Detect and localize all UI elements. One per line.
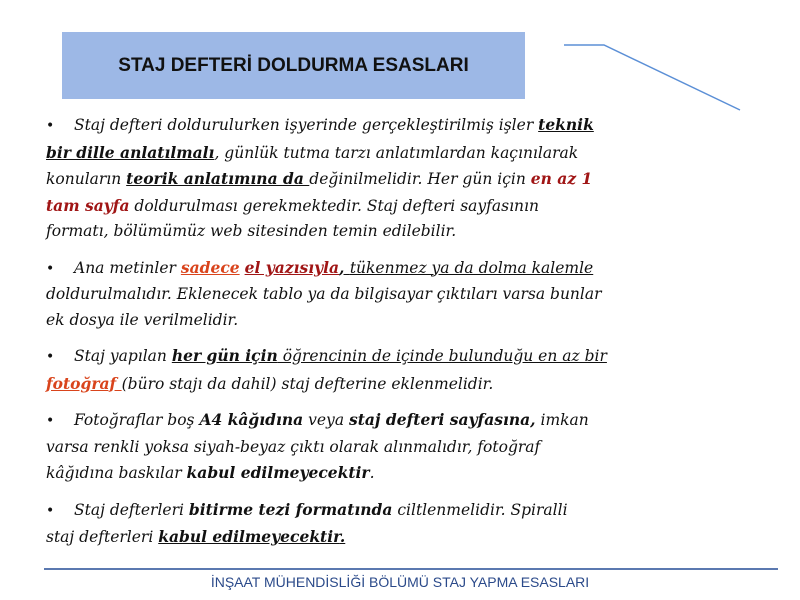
- rule-1-line-2: [46, 140, 656, 167]
- rule-3: [46, 343, 656, 397]
- rule-2-line-1: [46, 255, 656, 283]
- rule-1-line-3: [46, 166, 656, 193]
- text: Staj yapılan: [74, 347, 172, 365]
- emphasis: kabul edilmeyecektir: [186, 463, 370, 482]
- text: veya: [303, 411, 349, 429]
- emphasis: her gün için: [171, 346, 278, 365]
- emphasis: A4 kâğıdına: [199, 410, 304, 429]
- text: kâğıdına baskılar: [46, 464, 187, 482]
- rule-3-line-2: [46, 371, 656, 398]
- emphasis: teknik: [538, 115, 594, 134]
- footer-title: İNŞAAT MÜHENDİSLİĞİ BÖLÜMÜ STAJ YAPMA ESASLARI: [210, 574, 590, 590]
- emphasis-red: en az 1: [530, 169, 593, 188]
- text: Fotoğraflar boş: [74, 411, 200, 429]
- rule-5-line-2: [46, 524, 656, 551]
- page-title: STAJ DEFTERİ DOLDURMA ESASLARI: [118, 54, 469, 76]
- text: doldurulması gerekmektedir. Staj defteri sayfasının: [129, 196, 539, 215]
- emphasis-red: el yazısıyla: [244, 257, 340, 277]
- rule-1-line-4: [46, 193, 656, 220]
- emphasis: teorik anlatımına da: [126, 169, 310, 188]
- text: , günlük tutma tarzı anlatımlardan kaçınılarak: [214, 143, 579, 162]
- rule-2-line-2: doldurulmalıdır. Eklenecek tablo ya da bilgisayar çıktıları varsa bunlar: [46, 285, 602, 303]
- rule-5: [46, 497, 656, 551]
- bullet-3: •: [46, 349, 55, 365]
- rule-2: [46, 255, 656, 334]
- decorative-lines: [560, 40, 750, 115]
- text: .: [339, 527, 346, 546]
- rule-3-line-1: [46, 343, 656, 371]
- text: imkan: [535, 411, 589, 429]
- text: ,: [339, 257, 350, 277]
- rule-4-line-2: varsa renkli yoksa siyah-beyaz çıktı olarak alınmalıdır, fotoğraf: [46, 437, 541, 456]
- rule-2-line-3: ek dosya ile verilmelidir.: [46, 310, 239, 329]
- footer-divider: [44, 568, 778, 570]
- text: staj defterleri: [46, 528, 159, 546]
- title-box: [62, 32, 525, 99]
- rule-4-line-3: [46, 460, 656, 487]
- text: Ana metinler: [74, 258, 181, 277]
- text: Staj defteri doldurulurken işyerinde gerçekleştirilmiş işler: [74, 116, 539, 134]
- emphasis: bir dille anlatılmalı: [46, 142, 215, 162]
- rule-4-line-1: [46, 407, 656, 435]
- emphasis-red: tam sayfa: [46, 195, 130, 215]
- text: öğrencinin de içinde bulunduğu en az bir: [277, 347, 607, 365]
- bullet-4: •: [46, 413, 55, 429]
- text: .: [369, 464, 375, 482]
- emphasis: staj defteri sayfasına,: [348, 410, 536, 429]
- emphasis: bitirme tezi formatında: [188, 499, 393, 519]
- text: (büro stajı da dahil) staj defterine eklenmelidir.: [121, 374, 494, 393]
- rule-1-line-5: formatı, bölümümüz web sitesinden temin edilebilir.: [46, 222, 457, 240]
- text: ciltlenmelidir. Spiralli: [392, 500, 568, 519]
- rules-content: [46, 112, 656, 561]
- rule-5-line-1: [46, 497, 656, 525]
- text: değinilmelidir. Her gün için: [309, 170, 531, 188]
- text: tükenmez ya da dolma kalemle: [349, 258, 594, 277]
- emphasis-red: fotoğraf: [46, 373, 122, 393]
- bullet-2: •: [46, 260, 55, 277]
- bullet-5: •: [46, 502, 55, 519]
- emphasis-red: sadece: [180, 257, 240, 277]
- bullet-1: •: [46, 118, 55, 134]
- text: Staj defterleri: [74, 500, 189, 519]
- rule-1-line-1: [46, 112, 656, 140]
- rule-1: [46, 112, 656, 245]
- text: konuların: [46, 170, 127, 188]
- emphasis: kabul edilmeyecektir: [158, 527, 340, 546]
- rule-4: [46, 407, 656, 487]
